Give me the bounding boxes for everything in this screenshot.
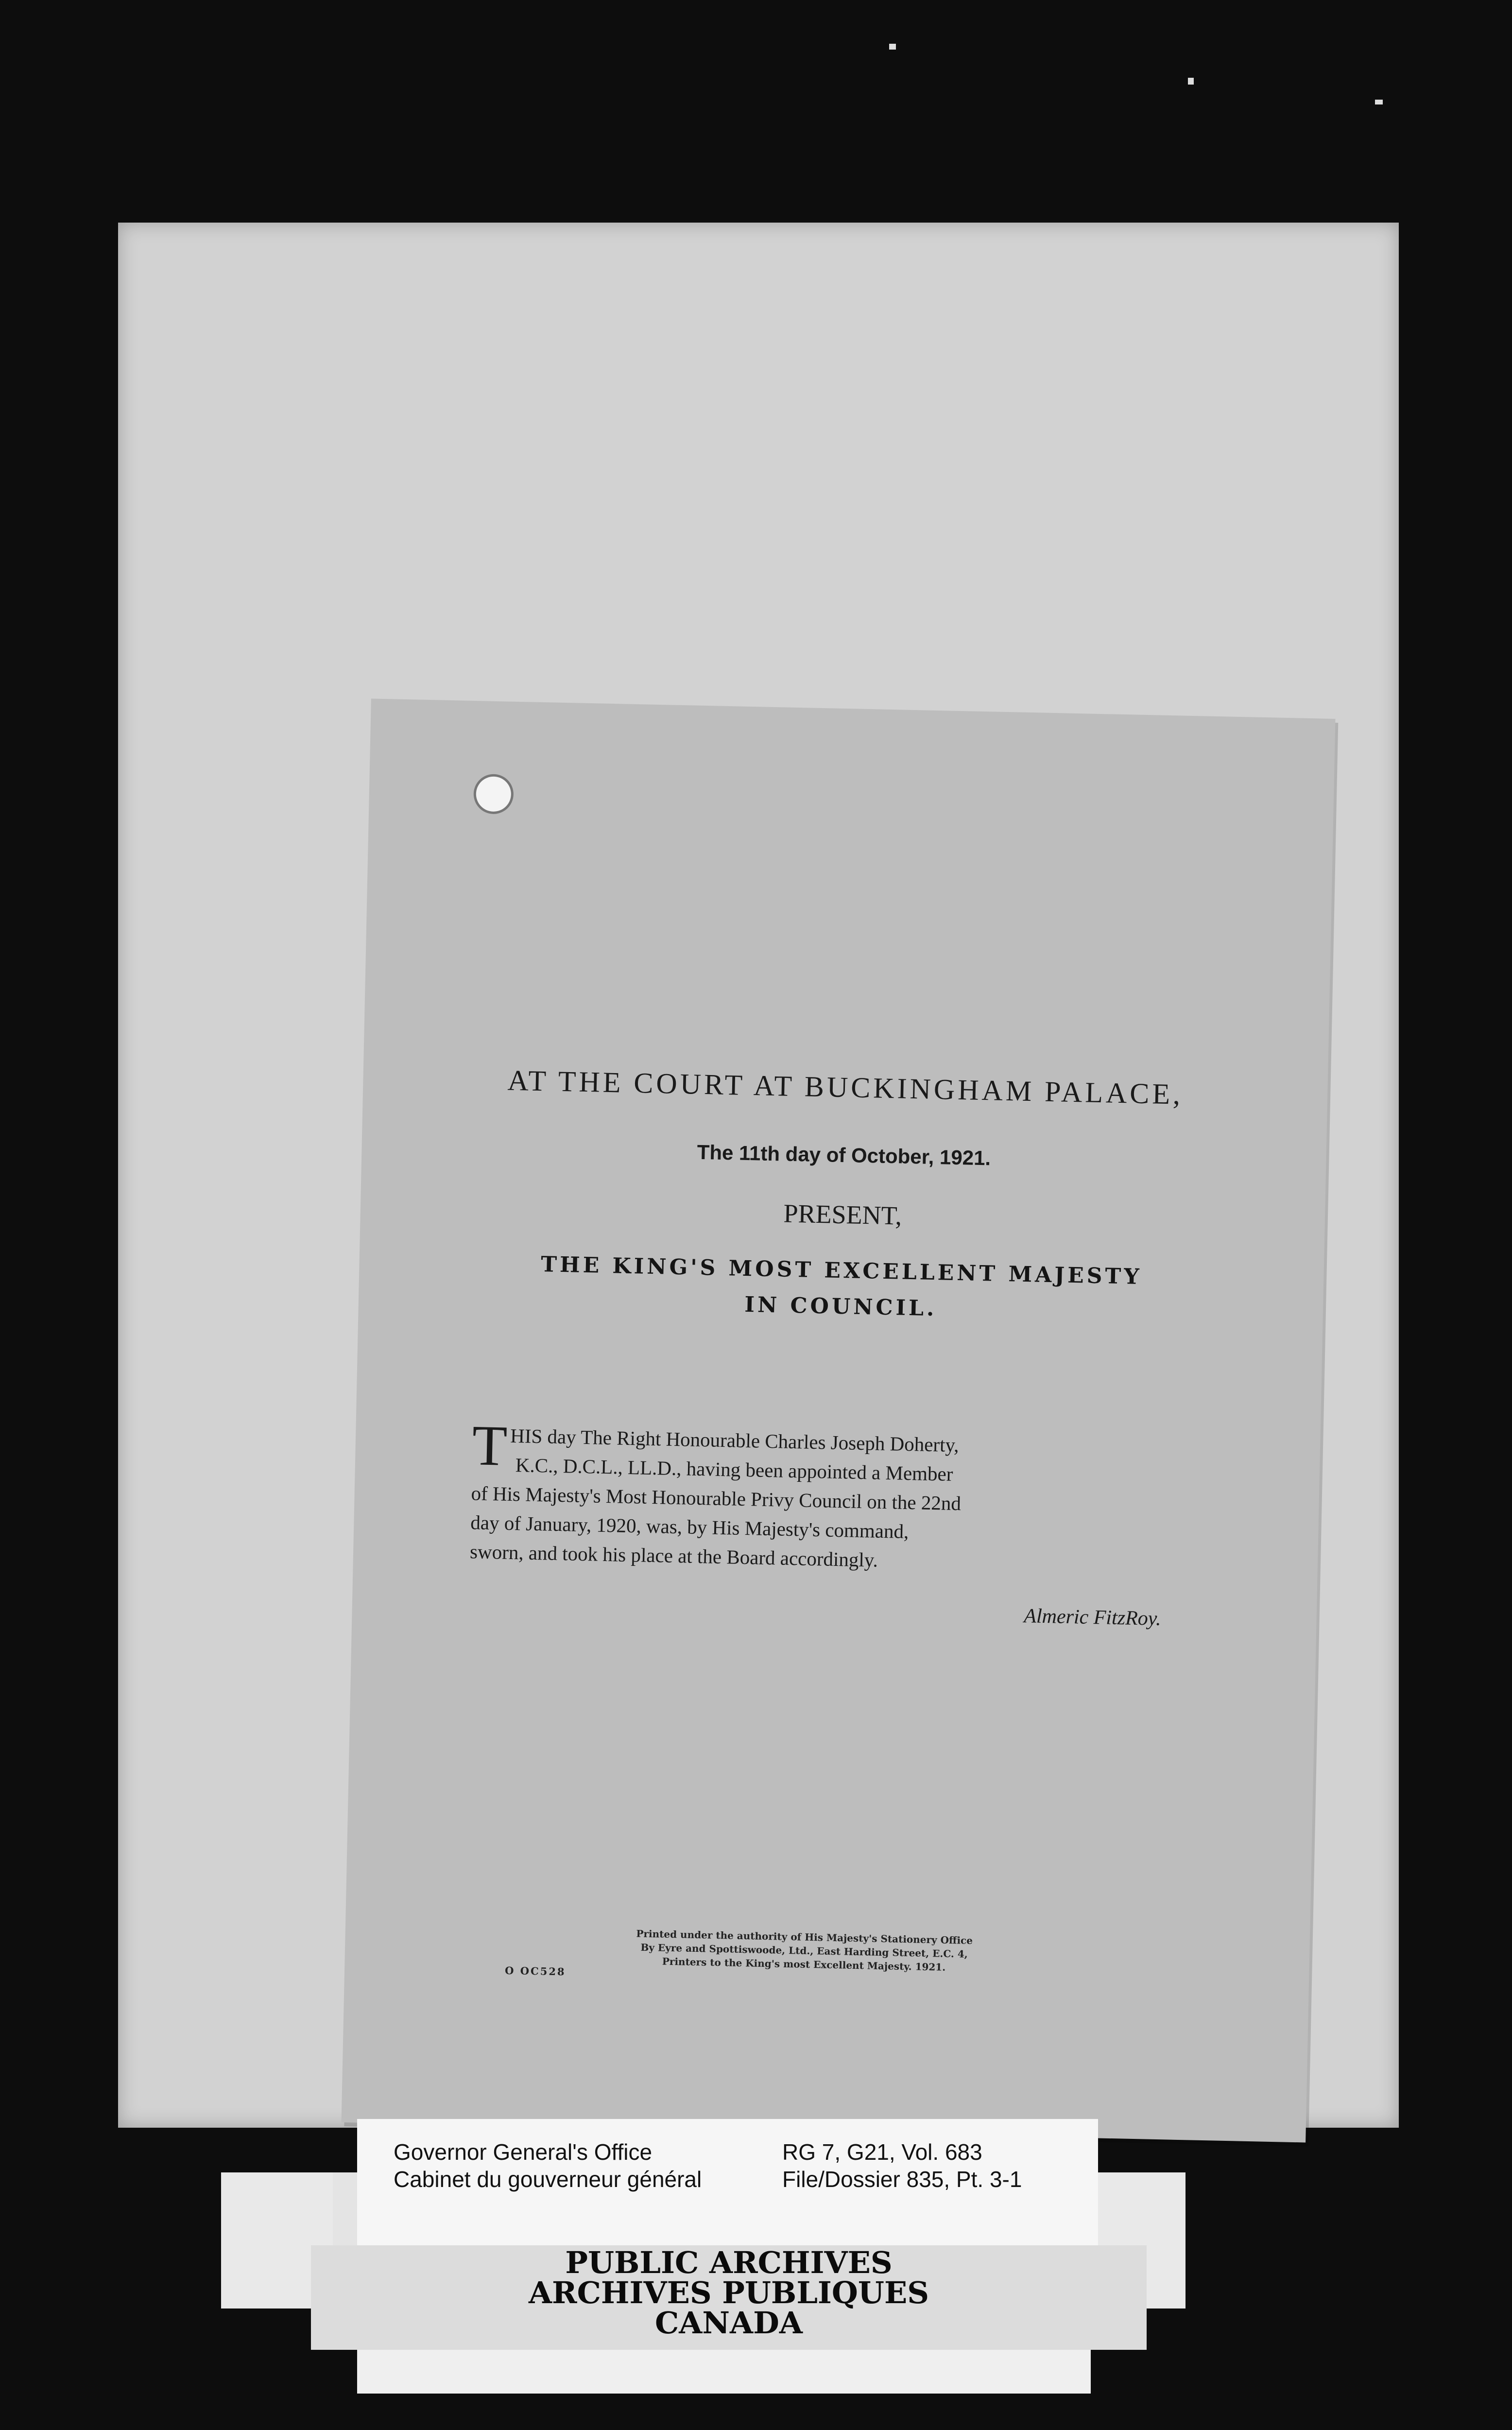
archives-stamp-line-3: CANADA: [654, 2305, 803, 2341]
film-speck: [889, 44, 896, 50]
clerk-signature: Almeric FitzRoy.: [1023, 1605, 1162, 1630]
archives-stamp-line-1: PUBLIC ARCHIVES: [565, 2245, 893, 2280]
label-bottom-strip: [357, 2350, 1091, 2394]
form-code: O OC528: [504, 1964, 566, 1978]
imprint-line-3: Printers to the King's most Excellent Majesty. 1921.: [662, 1955, 946, 1973]
imprint-line-2: By Eyre and Spottiswoode, Ltd., East Harding Street, E.C. 4,: [640, 1941, 968, 1960]
archives-stamp: [311, 2245, 1147, 2341]
document-sheet: [342, 699, 1336, 2143]
document-date: The 11th day of October, 1921.: [697, 1140, 991, 1170]
body-line-4: day of January, 1920, was, by His Majesty's command,: [470, 1511, 909, 1543]
office-name-english: Governor General's Office: [394, 2139, 653, 2165]
archive-office-name: [394, 2138, 763, 2193]
office-name-french: Cabinet du gouverneur général: [394, 2167, 702, 2192]
archives-stamp-line-2: ARCHIVES PUBLIQUES: [528, 2275, 929, 2310]
body-line-2: K.C., D.C.L., LL.D., having been appointed a Member: [515, 1454, 953, 1485]
mount-board: [118, 223, 1399, 2128]
order-body: [469, 1413, 1182, 1581]
archive-reference: [782, 2138, 1083, 2193]
body-line-1: HIS day The Right Honourable Charles Joseph Doherty,: [510, 1424, 960, 1457]
film-speck: [1375, 100, 1383, 104]
film-speck: [1188, 78, 1194, 85]
printer-imprint: [573, 1926, 1035, 1976]
majesty-heading: [358, 1243, 1324, 1335]
majesty-line-1: THE KING'S MOST EXCELLENT MAJESTY: [540, 1252, 1143, 1290]
imprint-line-1: Printed under the authority of His Majesty's Stationery Office: [636, 1927, 973, 1947]
drop-cap: T: [471, 1413, 508, 1478]
file-dossier-number: File/Dossier 835, Pt. 3-1: [782, 2167, 1022, 2192]
present-heading: PRESENT,: [783, 1198, 902, 1231]
body-line-3: of His Majesty's Most Honourable Privy Council on the 22nd: [471, 1482, 962, 1515]
majesty-line-2: IN COUNCIL.: [744, 1292, 937, 1321]
punch-hole: [476, 776, 511, 812]
court-heading: AT THE COURT AT BUCKINGHAM PALACE,: [507, 1064, 1184, 1111]
record-group-volume: RG 7, G21, Vol. 683: [782, 2139, 982, 2165]
body-line-5: sworn, and took his place at the Board accordingly.: [469, 1540, 878, 1571]
